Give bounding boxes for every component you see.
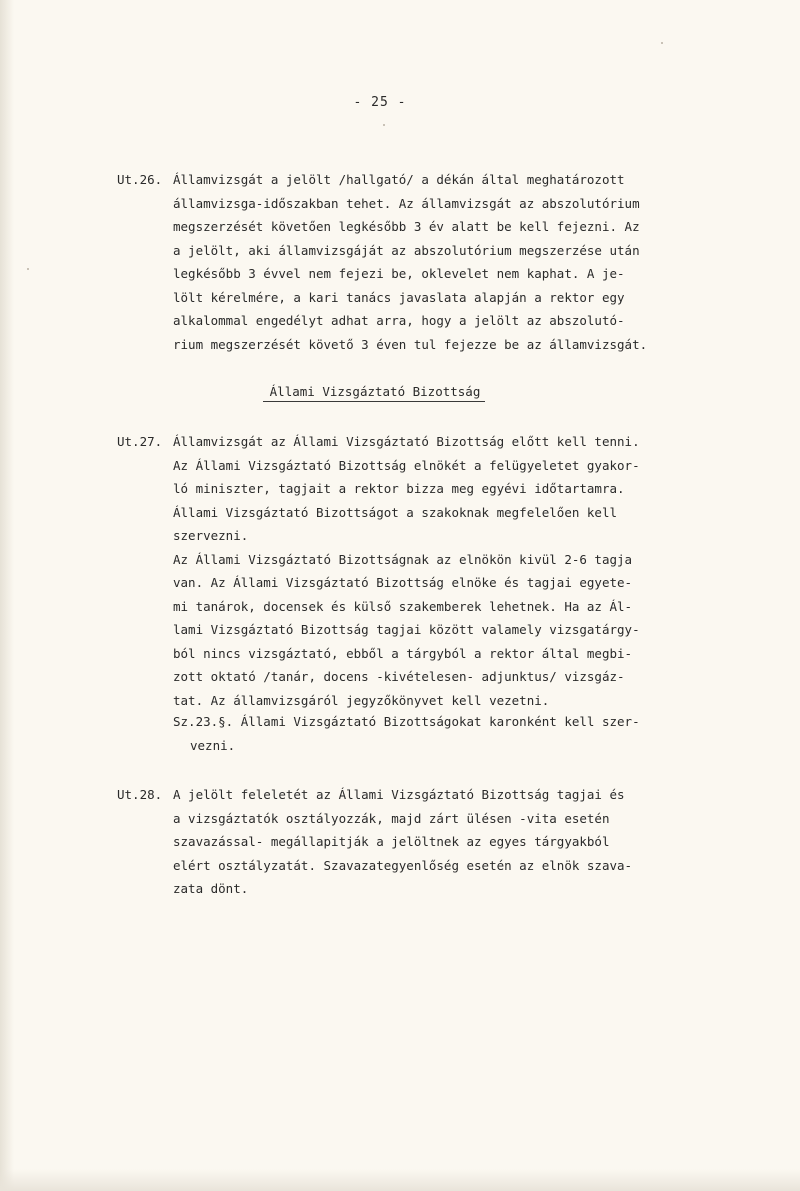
- text-line: a vizsgáztatók osztályozzák, majd zárt ülésen -vita esetén: [173, 810, 610, 826]
- page-shadow-left: [0, 0, 14, 1191]
- text-line: ló miniszter, tagjait a rektor bizza meg egyévi időtartamra.: [173, 481, 625, 496]
- text-line: Államvizsgát az Állami Vizsgáztató Bizottság előtt kell tenni.: [173, 434, 640, 449]
- text-line: Állami Vizsgáztató Bizottságot a szakoknak megfelelően kell: [173, 504, 618, 520]
- text-line: alkalommal engedélyt adhat arra, hogy a jelölt az abszolutó-: [173, 313, 625, 328]
- page-shadow-bottom: [0, 1169, 800, 1191]
- scan-speck: [383, 124, 385, 126]
- text-line: szervezni.: [173, 528, 249, 543]
- text-line: A jelölt feleletét az Állami Vizsgáztató Bizottság tagjai és: [173, 787, 625, 802]
- section-code: Ut.26.: [117, 172, 163, 187]
- text-line: elért osztályzatát. Szavazategyenlőség esetén az elnök szava-: [173, 857, 633, 873]
- text-line: zata dönt.: [173, 881, 249, 896]
- text-line: zott oktató /tanár, docens -kivételesen- adjunktus/ vizsgáz-: [173, 669, 625, 684]
- page-number: - 25 -: [353, 95, 407, 110]
- section-code: Ut.28.: [117, 787, 163, 802]
- heading-underline: [263, 401, 485, 402]
- subsection-sz23: [173, 710, 653, 757]
- section-heading: Állami Vizsgáztató Bizottság: [269, 384, 481, 399]
- text-line: van. Az Állami Vizsgáztató Bizottság elnöke és tagjai egyete-: [173, 575, 633, 590]
- section-text: [173, 783, 653, 901]
- subsection-text-line: Sz.23.§. Állami Vizsgáztató Bizottságokat karonként kell szer-: [173, 714, 640, 729]
- text-line: a jelölt, aki államvizsgáját az abszolutórium megszerzése után: [173, 242, 640, 258]
- text-line: megszerzését követően legkésőbb 3 év alatt be kell fejezni. Az: [173, 219, 640, 234]
- scan-speck: [27, 268, 29, 270]
- text-line: tat. Az államvizsgáról jegyzőkönyvet kell vezetni.: [173, 692, 550, 708]
- text-line: legkésőbb 3 évvel nem fejezi be, oklevelet nem kaphat. A je-: [173, 266, 625, 281]
- text-line: Az Állami Vizsgáztató Bizottság elnökét a felügyeletet gyakor-: [173, 457, 640, 473]
- section-code: Ut.27.: [117, 434, 163, 449]
- text-line: szavazással- megállapitják a jelöltnek az egyes tárgyakból: [173, 834, 610, 849]
- text-line: ból nincs vizsgáztató, ebből a tárgyból a rektor által megbi-: [173, 645, 633, 661]
- text-line: Az Állami Vizsgáztató Bizottságnak az elnökön kivül 2-6 tagja: [173, 551, 633, 567]
- subsection-text-line: vezni.: [190, 737, 236, 753]
- scan-speck: [661, 42, 663, 44]
- text-line: Államvizsgát a jelölt /hallgató/ a dékán által meghatározott: [173, 172, 625, 187]
- text-line: rium megszerzését követő 3 éven tul fejezze be az államvizsgát.: [173, 336, 648, 352]
- section-text: [173, 430, 653, 712]
- text-line: mi tanárok, docensek és külső szakemberek lehetnek. Ha az Ál-: [173, 598, 633, 614]
- text-line: lami Vizsgáztató Bizottság tagjai között valamely vizsgatárgy-: [173, 622, 640, 637]
- section-text: [173, 168, 653, 356]
- text-line: lölt kérelmére, a kari tanács javaslata alapján a rektor egy: [173, 289, 625, 305]
- text-line: államvizsga-időszakban tehet. Az államvizsgát az abszolutórium: [173, 195, 640, 211]
